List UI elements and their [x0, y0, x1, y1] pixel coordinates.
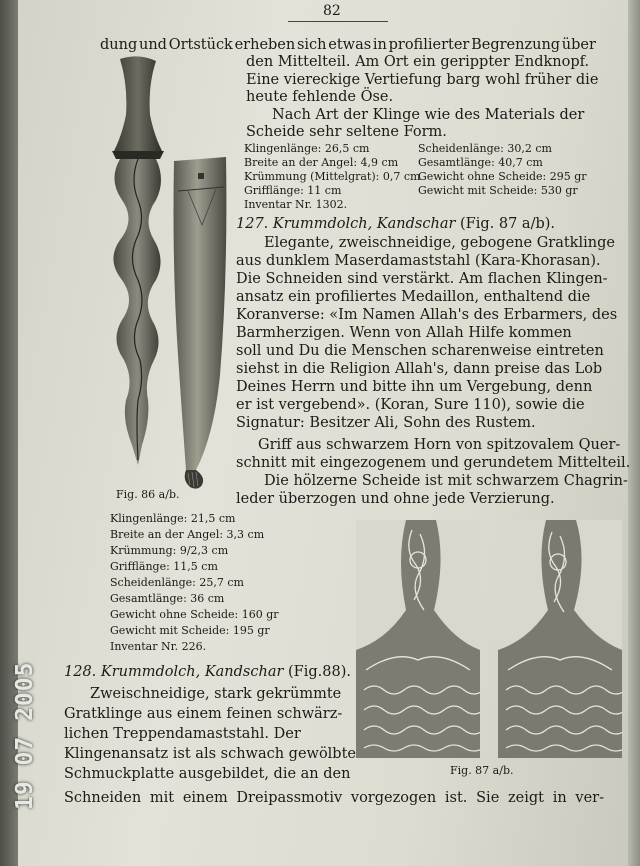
entry127-grip-1: Griff aus schwarzem Horn von spitzovalem Quer- [258, 437, 621, 453]
entry128-title: 128. Krummdolch, Kandschar [64, 664, 284, 680]
entry127-line-10: er ist vergebend». (Koran, Sure 110), sowie die [236, 397, 585, 413]
fig87a-inscription-photo [356, 520, 480, 758]
entry127-line-7: soll und Du die Menschen scharenweise eintreten [236, 343, 604, 359]
entry127-line-6: Barmherzigen. Wenn von Allah Hilfe kommen [236, 325, 572, 341]
spec127-5: Scheidenlänge: 25,7 cm [110, 576, 244, 589]
entry127-line-11: Signatur: Besitzer Ali, Sohn des Rustem. [236, 415, 536, 431]
entry127-heading [236, 216, 555, 233]
entry128-heading [64, 664, 351, 681]
spec127-2: Breite an der Angel: 3,3 cm [110, 528, 265, 541]
entry128-fig-ref: (Fig.88). [283, 664, 351, 680]
intro-line-2: den Mittelteil. Am Ort ein gerippter Endknopf. [246, 54, 590, 70]
spec126-left-2: Breite an der Angel: 4,9 cm [244, 156, 399, 169]
spec126-right-1: Scheidenlänge: 30,2 cm [418, 142, 552, 155]
entry128-line-1: Zweischneidige, stark gekrümmte [90, 686, 342, 702]
spec127-4: Grifflänge: 11,5 cm [110, 560, 218, 573]
scan-right-edge [628, 0, 640, 866]
entry128-line-3: lichen Treppendamaststahl. Der [64, 726, 301, 742]
entry127-line-3: Die Schneiden sind verstärkt. Am flachen Klingen- [236, 271, 608, 287]
fig87-caption: Fig. 87 a/b. [450, 764, 514, 777]
form-line-1: Nach Art der Klinge wie des Materials der [272, 107, 585, 123]
form-line-2: Scheide sehr seltene Form. [246, 124, 447, 140]
book-page [18, 0, 631, 866]
spec127-9: Inventar Nr. 226. [110, 640, 207, 653]
entry127-fig-ref: (Fig. 87 a/b). [455, 216, 556, 232]
intro-line-4: heute fehlende Öse. [246, 89, 394, 105]
page-number-rule [288, 21, 388, 22]
intro-line-3: Eine viereckige Vertiefung barg wohl früher die [246, 72, 599, 88]
spec126-left-1: Klingenlänge: 26,5 cm [244, 142, 370, 155]
spec126-right-3: Gewicht ohne Scheide: 295 gr [418, 170, 587, 183]
fig86-caption: Fig. 86 a/b. [116, 488, 180, 501]
intro-line-1: dung und Ortstück erheben sich etwas in profilierter Begrenzung über [100, 37, 596, 53]
entry128-line-4: Klingenansatz ist als schwach gewölbte [64, 746, 356, 762]
spec127-8: Gewicht mit Scheide: 195 gr [110, 624, 270, 637]
entry127-title: 127. Krummdolch, Kandschar [236, 216, 456, 232]
entry127-grip-3: Die hölzerne Scheide ist mit schwarzem Chagrin- [264, 473, 628, 489]
spec126-right-4: Gewicht mit Scheide: 530 gr [418, 184, 578, 197]
fig86b-scabbard-image [168, 155, 238, 490]
entry127-line-5: Koranverse: «Im Namen Allah's des Erbarmers, des [236, 307, 618, 323]
entry127-line-4: ansatz ein profiliertes Medaillon, enthaltend die [236, 289, 591, 305]
spec127-7: Gewicht ohne Scheide: 160 gr [110, 608, 279, 621]
spec126-left-5: Inventar Nr. 1302. [244, 198, 348, 211]
entry128-line-2: Gratklinge aus einem feinen schwärz- [64, 706, 343, 722]
spec127-6: Gesamtlänge: 36 cm [110, 592, 225, 605]
entry128-line-5: Schmuckplatte ausgebildet, die an den [64, 766, 351, 782]
entry127-line-9: Deines Herrn und bitte ihn um Vergebung, denn [236, 379, 593, 395]
camera-date-stamp: 19 07 2005 [12, 661, 38, 810]
fig86a-dagger-image [98, 55, 178, 475]
spec126-left-3: Krümmung (Mittelgrat): 0,7 cm [244, 170, 421, 183]
fig87b-inscription-photo [498, 520, 622, 758]
entry127-grip-4: leder überzogen und ohne jede Verzierung. [236, 491, 555, 507]
entry127-line-2: aus dunklem Maserdamaststahl (Kara-Khorasan). [236, 253, 601, 269]
page-number: 82 [323, 3, 341, 19]
entry127-grip-2: schnitt mit eingezogenem und gerundetem Mittelteil. [236, 455, 631, 471]
entry127-line-8: siehst in die Religion Allah's, dann preise das Lob [236, 361, 603, 377]
spec127-3: Krümmung: 9/2,3 cm [110, 544, 229, 557]
spec126-left-4: Grifflänge: 11 cm [244, 184, 342, 197]
entry127-line-1: Elegante, zweischneidige, gebogene Gratklinge [264, 235, 615, 251]
spec127-1: Klingenlänge: 21,5 cm [110, 512, 236, 525]
entry128-line-6: Schneiden mit einem Dreipassmotiv vorgezogen ist. Sie zeigt in ver- [64, 790, 604, 806]
spec126-right-2: Gesamtlänge: 40,7 cm [418, 156, 543, 169]
